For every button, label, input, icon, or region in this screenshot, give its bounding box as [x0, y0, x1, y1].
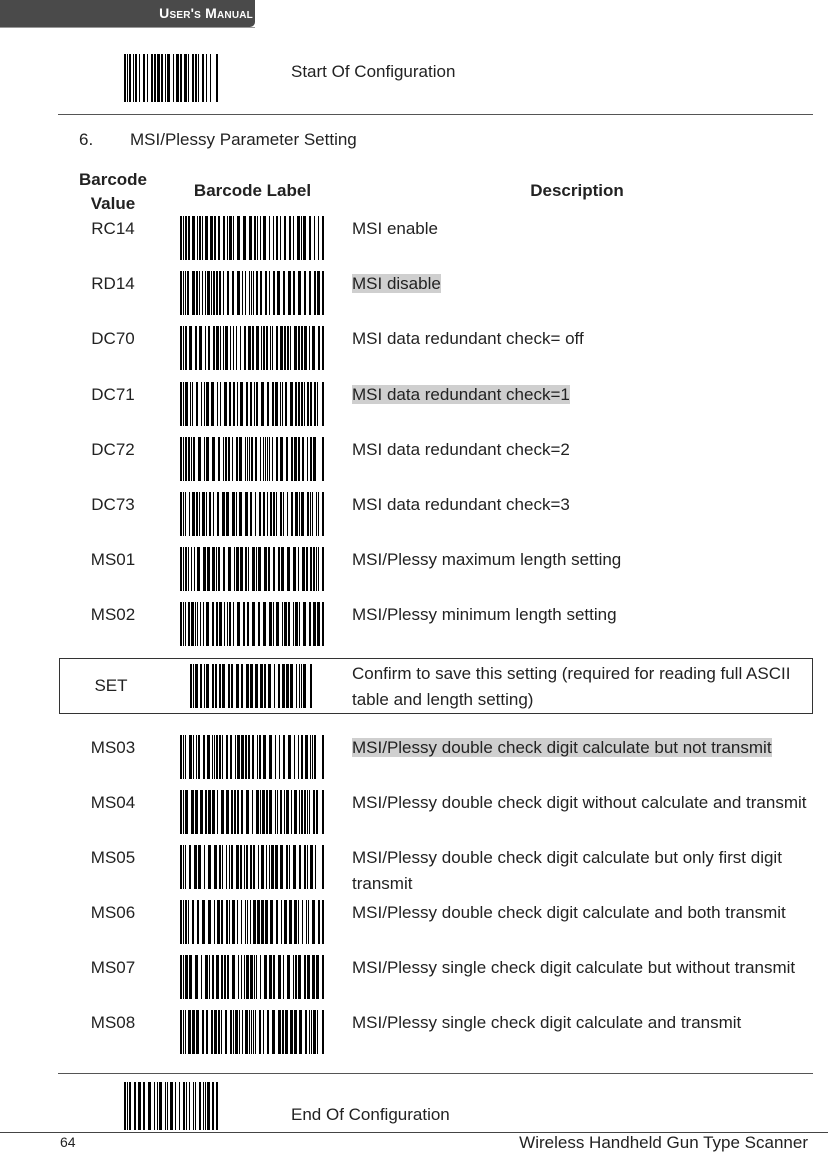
row-description	[352, 326, 807, 352]
row-barcode	[180, 735, 325, 779]
page-number: 64	[60, 1134, 76, 1150]
manual-header-label: User's Manual	[159, 5, 253, 21]
row-description	[352, 790, 807, 816]
row-barcode	[180, 955, 325, 999]
start-config-label: Start Of Configuration	[291, 62, 456, 81]
row-description-text: MSI/Plessy double check digit calculate but not transmit	[352, 738, 772, 757]
row-code: DC71	[91, 385, 135, 404]
row-description	[352, 437, 807, 463]
start-config-barcode	[124, 54, 219, 102]
row-code: RC14	[91, 219, 135, 238]
row-barcode	[180, 271, 325, 315]
row-barcode	[180, 845, 325, 889]
row-description-text: MSI data redundant check=1	[352, 385, 570, 404]
row-code: MS07	[90, 958, 136, 977]
row-description	[352, 382, 807, 408]
row-description-text: MSI data redundant check=3	[352, 495, 570, 514]
row-barcode	[180, 382, 325, 426]
row-description	[352, 955, 807, 981]
row-barcode	[180, 1010, 325, 1054]
row-code: MS03	[90, 738, 136, 757]
col-header-barcode-value: Barcode Value	[78, 170, 148, 213]
row-description-text: MSI/Plessy double check digit calculate but only first digit transmit	[352, 848, 782, 893]
row-code: RD14	[91, 274, 135, 293]
row-description	[352, 492, 807, 518]
row-barcode	[180, 547, 325, 591]
row-description	[352, 547, 807, 573]
set-row-barcode	[190, 664, 313, 708]
end-config-label: End Of Configuration	[291, 1105, 450, 1124]
row-description	[352, 735, 807, 761]
row-code: MS06	[90, 903, 136, 922]
row-description	[352, 271, 807, 297]
top-divider	[58, 114, 813, 115]
section-title: MSI/Plessy Parameter Setting	[130, 130, 357, 149]
row-code: MS08	[90, 1013, 136, 1032]
col-header-barcode-label: Barcode Label	[193, 181, 312, 200]
end-config-barcode	[124, 1082, 219, 1130]
row-description	[352, 1010, 807, 1036]
col-header-description: Description	[530, 181, 624, 200]
row-code: MS02	[90, 605, 136, 624]
row-barcode	[180, 326, 325, 370]
row-barcode	[180, 602, 325, 646]
row-description	[352, 900, 807, 926]
set-row-description: Confirm to save this setting (required for reading full ASCII table and length setting)	[352, 664, 791, 709]
row-code: MS01	[90, 550, 136, 569]
row-description-text: MSI/Plessy maximum length setting	[352, 550, 622, 569]
row-barcode	[180, 437, 325, 481]
row-barcode	[180, 790, 325, 834]
row-code: MS05	[90, 848, 136, 867]
row-description-text: MSI/Plessy single check digit calculate but without transmit	[352, 958, 796, 977]
row-description-text: MSI/Plessy double check digit calculate and both transmit	[352, 903, 786, 922]
row-description-text: MSI enable	[352, 219, 438, 238]
set-row-code: SET	[94, 676, 128, 695]
row-description-text: MSI data redundant check= off	[352, 329, 584, 348]
row-code: MS04	[90, 793, 136, 812]
header-rule	[0, 27, 255, 28]
footer-title: Wireless Handheld Gun Type Scanner	[519, 1133, 808, 1152]
row-barcode	[180, 900, 325, 944]
row-description	[352, 602, 807, 628]
row-description	[352, 216, 807, 242]
row-description-text: MSI/Plessy minimum length setting	[352, 605, 617, 624]
row-code: DC72	[91, 440, 135, 459]
manual-header-tab	[0, 0, 255, 27]
row-code: DC73	[91, 495, 135, 514]
row-description-text: MSI disable	[352, 274, 441, 293]
bottom-divider	[58, 1073, 813, 1074]
row-description-text: MSI/Plessy double check digit without calculate and transmit	[352, 793, 807, 812]
row-barcode	[180, 216, 325, 260]
section-number: 6.	[79, 130, 94, 149]
row-code: DC70	[91, 329, 135, 348]
row-description-text: MSI data redundant check=2	[352, 440, 570, 459]
row-description-text: MSI/Plessy single check digit calculate and transmit	[352, 1013, 742, 1032]
row-description	[352, 845, 807, 896]
row-barcode	[180, 492, 325, 536]
